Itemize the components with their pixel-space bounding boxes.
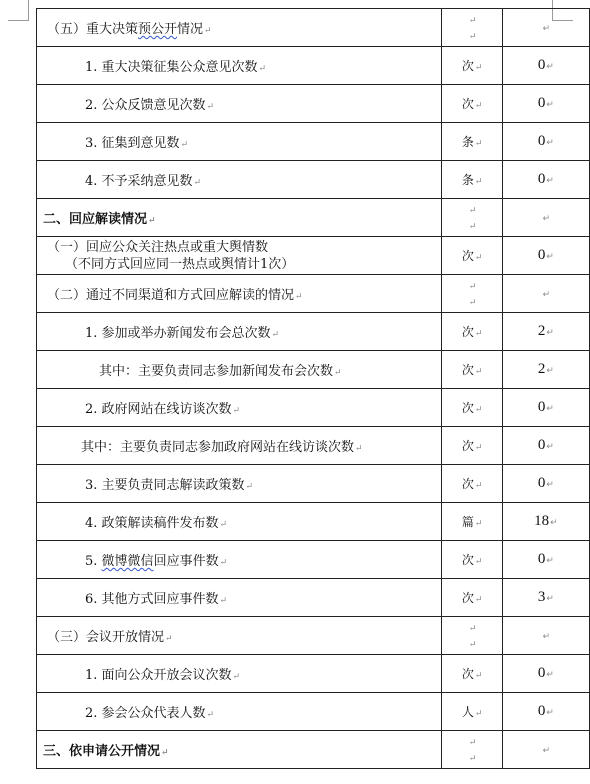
unit-cell	[442, 9, 502, 47]
unit-cell	[442, 541, 502, 579]
unit-cell	[442, 275, 502, 313]
paragraph-mark-icon: ↵	[546, 99, 554, 109]
paragraph-mark-icon: ↵	[258, 64, 267, 74]
unit-cell	[442, 693, 502, 731]
item-label-note: （不同方式回应同一热点或舆情计1次）	[65, 256, 295, 272]
value-text: 0	[537, 171, 546, 187]
paragraph-mark-icon: ↵	[204, 26, 212, 36]
paragraph-mark-icon: ↵	[474, 481, 483, 491]
table-row	[37, 313, 590, 351]
item-label: 其中：主要负责同志参加新闻发布会次数	[99, 364, 334, 379]
paragraph-mark-icon: ↵	[468, 31, 477, 42]
paragraph-mark-icon: ↵	[546, 669, 554, 679]
paragraph-mark-icon: ↵	[546, 251, 554, 261]
unit-cell	[442, 389, 502, 427]
unit-text: 次	[461, 363, 474, 377]
paragraph-mark-icon: ↵	[148, 216, 156, 226]
table-row	[37, 465, 590, 503]
value-cell	[502, 9, 589, 47]
item-label-cell	[37, 9, 442, 47]
item-label-cell	[37, 47, 442, 85]
item-label-cell	[37, 503, 442, 541]
value-cell	[502, 313, 589, 351]
spellcheck-underlined-text: 预公开	[138, 22, 178, 37]
item-label-cell	[37, 85, 442, 123]
value-cell	[502, 579, 589, 617]
paragraph-mark-icon: ↵	[542, 23, 551, 33]
item-label: （一）回应公众关注热点或重大舆情数	[47, 239, 269, 255]
paragraph-mark-icon: ↵	[219, 520, 228, 530]
paragraph-mark-icon: ↵	[542, 213, 551, 223]
unit-text: 人	[461, 705, 474, 719]
paragraph-mark-icon: ↵	[542, 631, 551, 641]
unit-text: 次	[461, 325, 474, 339]
unit-text: 次	[461, 97, 474, 111]
value-text: 0	[537, 133, 546, 149]
unit-cell	[442, 123, 502, 161]
paragraph-mark-icon: ↵	[206, 710, 215, 720]
value-cell	[502, 85, 589, 123]
unit-text: 次	[461, 59, 474, 73]
item-label: 2. 政府网站在线访谈次数	[85, 402, 232, 417]
table-row	[37, 617, 590, 655]
paragraph-mark-icon: ↵	[468, 297, 477, 308]
item-label: 6. 其他方式回应事件数	[85, 592, 219, 607]
unit-text: 篇	[461, 515, 474, 529]
paragraph-mark-icon: ↵	[546, 593, 554, 603]
paragraph-mark-icon: ↵	[474, 557, 483, 567]
paragraph-mark-icon: ↵	[232, 406, 241, 416]
value-text: 0	[537, 57, 546, 73]
paragraph-mark-icon: ↵	[161, 748, 169, 758]
item-label: 4. 政策解读稿件发布数	[85, 516, 219, 531]
unit-cell	[442, 85, 502, 123]
paragraph-mark-icon: ↵	[468, 623, 477, 634]
unit-cell	[442, 465, 502, 503]
value-cell	[502, 47, 589, 85]
unit-cell	[442, 579, 502, 617]
value-cell	[502, 389, 589, 427]
item-label-cell	[37, 389, 442, 427]
paragraph-mark-icon: ↵	[546, 403, 554, 413]
item-label-cell	[37, 199, 442, 237]
value-cell	[502, 199, 589, 237]
paragraph-mark-icon: ↵	[180, 140, 189, 150]
unit-cell	[442, 731, 502, 769]
item-label-cell	[37, 123, 442, 161]
value-cell	[502, 275, 589, 313]
paragraph-mark-icon: ↵	[474, 139, 483, 149]
value-text: 0	[537, 665, 546, 681]
item-label: 4. 不予采纳意见数	[85, 174, 193, 189]
value-cell	[502, 693, 589, 731]
value-cell	[502, 731, 589, 769]
paragraph-mark-icon: ↵	[474, 595, 483, 605]
item-label-cell	[37, 427, 442, 465]
spellcheck-underlined-text: 微博微信	[101, 554, 154, 569]
paragraph-mark-icon: ↵	[474, 405, 483, 415]
paragraph-mark-icon: ↵	[468, 205, 477, 216]
unit-text: 次	[461, 667, 474, 681]
unit-text: 次	[461, 401, 474, 415]
item-label-cell	[37, 693, 442, 731]
paragraph-mark-icon: ↵	[468, 15, 477, 26]
unit-text: 次	[461, 439, 474, 453]
paragraph-mark-icon: ↵	[206, 102, 215, 112]
paragraph-mark-icon: ↵	[474, 329, 483, 339]
paragraph-mark-icon: ↵	[474, 671, 483, 681]
value-text: 0	[537, 703, 546, 719]
unit-cell	[442, 351, 502, 389]
table-row	[37, 427, 590, 465]
paragraph-mark-icon: ↵	[468, 221, 477, 232]
item-label: 2. 参会公众代表人数	[85, 706, 206, 721]
item-label: 2. 公众反馈意见次数	[85, 98, 206, 113]
unit-cell	[442, 47, 502, 85]
item-label: 5. 微博微信回应事件数	[85, 554, 219, 569]
item-label: 3. 主要负责同志解读政策数	[85, 478, 245, 493]
paragraph-mark-icon: ↵	[295, 292, 303, 302]
paragraph-mark-icon: ↵	[546, 137, 554, 147]
item-label-cell	[37, 541, 442, 579]
value-cell	[502, 237, 589, 275]
table-body	[37, 9, 590, 769]
item-label-cell	[37, 161, 442, 199]
unit-cell	[442, 427, 502, 465]
paragraph-mark-icon: ↵	[468, 639, 477, 650]
unit-cell	[442, 199, 502, 237]
table-row	[37, 237, 590, 275]
crop-mark-top-left	[8, 0, 29, 21]
value-text: 0	[537, 437, 546, 453]
item-label: 1. 参加或举办新闻发布会总次数	[85, 326, 271, 341]
unit-cell	[442, 237, 502, 275]
item-label-cell	[37, 655, 442, 693]
item-label-cell	[37, 351, 442, 389]
paragraph-mark-icon: ↵	[468, 737, 477, 748]
paragraph-mark-icon: ↵	[546, 327, 554, 337]
paragraph-mark-icon: ↵	[550, 517, 558, 527]
item-label: 其中：主要负责同志参加政府网站在线访谈次数	[81, 440, 355, 455]
unit-text: 次	[461, 553, 474, 567]
value-text: 0	[537, 95, 546, 111]
table-row	[37, 85, 590, 123]
value-cell	[502, 351, 589, 389]
item-label: 1. 面向公众开放会议次数	[85, 668, 232, 683]
value-cell	[502, 123, 589, 161]
unit-cell	[442, 161, 502, 199]
paragraph-mark-icon: ↵	[232, 672, 241, 682]
paragraph-mark-icon: ↵	[468, 281, 477, 292]
unit-text: 次	[461, 591, 474, 605]
paragraph-mark-icon: ↵	[542, 745, 551, 755]
paragraph-mark-icon: ↵	[546, 479, 554, 489]
table-row	[37, 351, 590, 389]
table-row	[37, 275, 590, 313]
item-label-cell	[37, 731, 442, 769]
paragraph-mark-icon: ↵	[546, 441, 554, 451]
table-row	[37, 9, 590, 47]
table-row	[37, 161, 590, 199]
paragraph-mark-icon: ↵	[245, 482, 254, 492]
paragraph-mark-icon: ↵	[271, 330, 280, 340]
value-text: 18	[534, 513, 550, 529]
paragraph-mark-icon: ↵	[474, 101, 483, 111]
item-label-cell	[37, 579, 442, 617]
table-row	[37, 199, 590, 237]
item-label: 二、回应解读情况	[43, 212, 148, 227]
item-label-cell	[37, 313, 442, 351]
item-label: 3. 征集到意见数	[85, 136, 180, 151]
value-text: 3	[537, 589, 546, 605]
value-cell	[502, 427, 589, 465]
value-text: 0	[537, 399, 546, 415]
unit-text: 次	[461, 249, 474, 263]
paragraph-mark-icon: ↵	[474, 253, 483, 263]
unit-cell	[442, 655, 502, 693]
paragraph-mark-icon: ↵	[219, 596, 228, 606]
value-text: 2	[537, 323, 546, 339]
value-cell	[502, 655, 589, 693]
value-text: 0	[537, 551, 546, 567]
unit-text: 次	[461, 477, 474, 491]
table-row	[37, 123, 590, 161]
table-row	[37, 47, 590, 85]
value-cell	[502, 503, 589, 541]
paragraph-mark-icon: ↵	[546, 175, 554, 185]
paragraph-mark-icon: ↵	[546, 555, 554, 565]
paragraph-mark-icon: ↵	[546, 61, 554, 71]
paragraph-mark-icon: ↵	[334, 368, 342, 378]
table-row	[37, 389, 590, 427]
paragraph-mark-icon: ↵	[219, 558, 228, 568]
item-label-cell	[37, 237, 442, 275]
paragraph-mark-icon: ↵	[355, 444, 363, 454]
paragraph-mark-icon: ↵	[546, 707, 554, 717]
item-label: （三）会议开放情况	[47, 630, 165, 645]
paragraph-mark-icon: ↵	[474, 519, 483, 529]
item-label: （二）通过不同渠道和方式回应解读的情况	[47, 288, 295, 303]
paragraph-mark-icon: ↵	[165, 634, 173, 644]
item-label: （五）重大决策预公开情况	[47, 22, 204, 37]
unit-text: 条	[461, 135, 474, 149]
disclosure-statistics-table	[36, 8, 590, 769]
paragraph-mark-icon: ↵	[468, 753, 477, 764]
table-row	[37, 541, 590, 579]
value-text: 0	[537, 475, 546, 491]
unit-cell	[442, 313, 502, 351]
paragraph-mark-icon: ↵	[542, 289, 551, 299]
item-label: 1. 重大决策征集公众意见次数	[85, 60, 258, 75]
unit-text: 条	[461, 173, 474, 187]
paragraph-mark-icon: ↵	[546, 365, 554, 375]
table-row	[37, 503, 590, 541]
table-row	[37, 655, 590, 693]
value-cell	[502, 465, 589, 503]
value-cell	[502, 617, 589, 655]
value-text: 0	[537, 247, 546, 263]
value-cell	[502, 541, 589, 579]
item-label: 三、依申请公开情况	[43, 744, 161, 759]
paragraph-mark-icon: ↵	[193, 178, 202, 188]
item-label-cell	[37, 465, 442, 503]
paragraph-mark-icon: ↵	[474, 709, 483, 719]
paragraph-mark-icon: ↵	[474, 367, 483, 377]
item-label-cell	[37, 275, 442, 313]
table-row	[37, 579, 590, 617]
unit-cell	[442, 617, 502, 655]
paragraph-mark-icon: ↵	[474, 177, 483, 187]
paragraph-mark-icon: ↵	[474, 63, 483, 73]
value-cell	[502, 161, 589, 199]
table-row	[37, 693, 590, 731]
unit-cell	[442, 503, 502, 541]
value-text: 2	[537, 361, 546, 377]
table-row	[37, 731, 590, 769]
item-label-cell	[37, 617, 442, 655]
paragraph-mark-icon: ↵	[474, 443, 483, 453]
